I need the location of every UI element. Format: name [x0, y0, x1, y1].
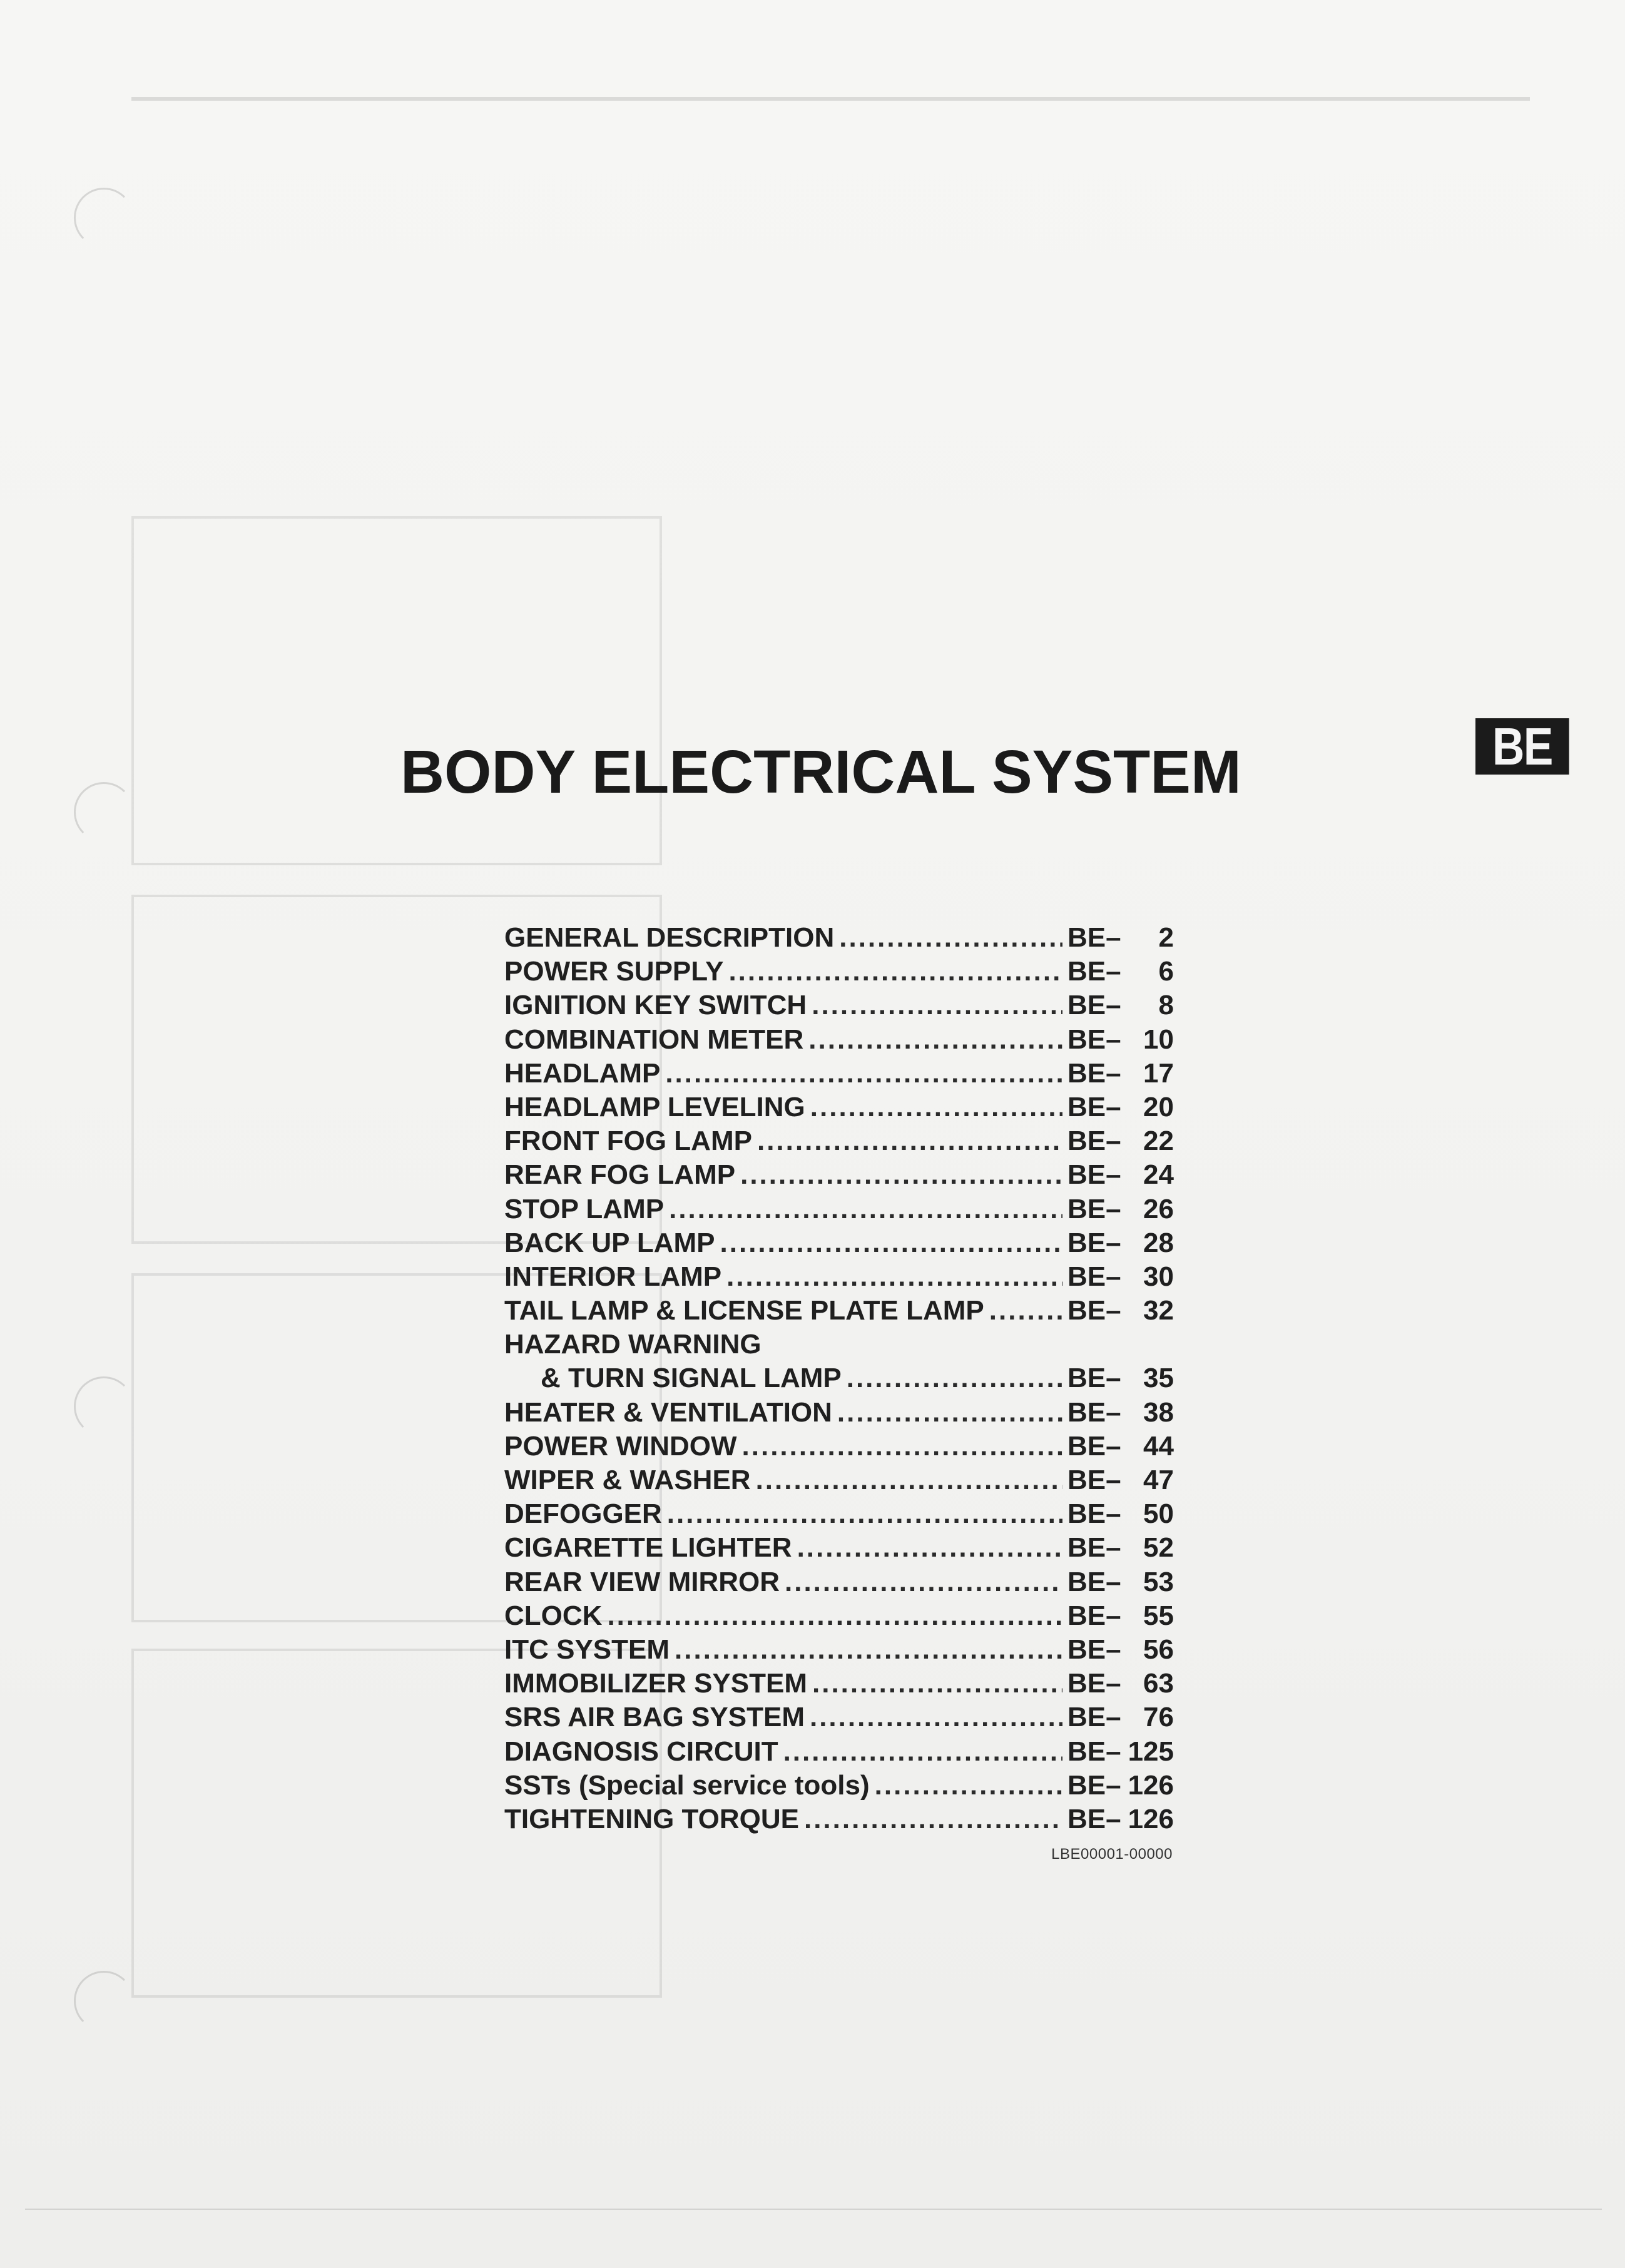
toc-page-ref — [1067, 1397, 1174, 1428]
toc-page-number: 6 — [1158, 956, 1174, 987]
toc-page-prefix: BE– — [1067, 956, 1121, 987]
toc-page-ref — [1067, 1600, 1174, 1632]
toc-entry-label: COMBINATION METER — [504, 1024, 804, 1055]
toc-entry-label: BACK UP LAMP — [504, 1227, 715, 1258]
toc-entry-label: DEFOGGER — [504, 1498, 662, 1530]
toc-page-prefix: BE– — [1067, 1126, 1121, 1157]
toc-entry-label: HEADLAMP LEVELING — [504, 1091, 805, 1122]
toc-page-number: 47 — [1143, 1465, 1174, 1495]
toc-page-number: 52 — [1143, 1532, 1174, 1564]
toc-page-ref — [1067, 1261, 1174, 1293]
punch-hole — [74, 1376, 134, 1437]
toc-dot-leader — [756, 1465, 1062, 1496]
toc-page-prefix: BE– — [1067, 1702, 1121, 1733]
toc-dot-leader — [810, 1092, 1062, 1123]
toc-page-ref — [1067, 1295, 1174, 1326]
toc-page-number: 22 — [1143, 1126, 1174, 1157]
toc-entry-label: POWER SUPPLY — [504, 956, 724, 987]
toc-entry-label: HEADLAMP — [504, 1057, 661, 1089]
toc-entry-label: HEATER & VENTILATION — [504, 1396, 832, 1428]
toc-page-ref — [1067, 1770, 1174, 1801]
toc-dot-leader — [728, 956, 1062, 987]
toc-entry — [504, 956, 1174, 990]
toc-page-number: 53 — [1143, 1566, 1174, 1597]
toc-page-ref — [1067, 1668, 1174, 1699]
bleed-figure-frame — [131, 516, 662, 865]
toc-entry-label: POWER WINDOW — [504, 1430, 737, 1462]
toc-dot-leader — [839, 922, 1062, 953]
toc-page-ref — [1067, 1702, 1174, 1733]
toc-dot-leader — [742, 1431, 1062, 1462]
document-code: LBE00001-00000 — [1051, 1846, 1173, 1863]
toc-page-number: 55 — [1143, 1600, 1174, 1631]
toc-page-ref — [1067, 922, 1174, 953]
toc-page-ref — [1067, 1431, 1174, 1462]
toc-dot-leader — [837, 1397, 1062, 1428]
toc-dot-leader — [804, 1804, 1062, 1835]
toc-page-number: 30 — [1143, 1261, 1174, 1292]
toc-entry-label: ITC SYSTEM — [504, 1634, 670, 1665]
page-title: BODY ELECTRICAL SYSTEM — [400, 738, 1241, 806]
toc-entry — [504, 1736, 1174, 1770]
toc-page-prefix: BE– — [1067, 1295, 1121, 1326]
toc-entry — [504, 1295, 1174, 1329]
toc-page-ref — [1067, 1465, 1174, 1496]
toc-page-number: 24 — [1143, 1159, 1174, 1191]
toc-page-ref — [1067, 1228, 1174, 1259]
toc-entry — [504, 1092, 1174, 1126]
toc-entry-label: HAZARD WARNING — [504, 1329, 762, 1360]
toc-page-prefix: BE– — [1067, 1498, 1121, 1530]
toc-entry-label: IGNITION KEY SWITCH — [504, 990, 807, 1021]
toc-entry — [504, 1567, 1174, 1600]
toc-entry-label: & TURN SIGNAL LAMP — [541, 1363, 842, 1394]
toc-entry — [504, 1228, 1174, 1261]
toc-entry — [504, 1465, 1174, 1498]
toc-entry-label: DIAGNOSIS CIRCUIT — [504, 1736, 778, 1767]
toc-entry — [504, 1194, 1174, 1228]
toc-dot-leader — [720, 1228, 1062, 1259]
toc-page-prefix: BE– — [1067, 1769, 1121, 1801]
toc-page-prefix: BE– — [1067, 1396, 1121, 1428]
toc-dot-leader — [669, 1194, 1062, 1225]
toc-dot-leader — [785, 1567, 1062, 1598]
toc-page-prefix: BE– — [1067, 1566, 1121, 1597]
toc-entry — [504, 1532, 1174, 1566]
toc-page-prefix: BE– — [1067, 1024, 1121, 1055]
toc-page-ref — [1067, 1159, 1174, 1191]
scan-edge-line — [25, 2209, 1602, 2210]
toc-entry — [504, 1770, 1174, 1804]
toc-entry — [504, 1634, 1174, 1668]
toc-entry-label: INTERIOR LAMP — [504, 1261, 722, 1292]
toc-page-prefix: BE– — [1067, 1057, 1121, 1089]
toc-page-prefix: BE– — [1067, 1465, 1121, 1495]
toc-dot-leader — [783, 1736, 1062, 1767]
toc-page-number: 38 — [1143, 1396, 1174, 1428]
toc-entry-label: STOP LAMP — [504, 1193, 665, 1224]
toc-page-number: 17 — [1143, 1057, 1174, 1089]
toc-page-ref — [1067, 1194, 1174, 1225]
toc-dot-leader — [726, 1261, 1062, 1293]
toc-page-number: 50 — [1143, 1498, 1174, 1530]
toc-entry-label: REAR VIEW MIRROR — [504, 1566, 780, 1597]
punch-hole — [74, 188, 134, 248]
toc-entry-label: TAIL LAMP & LICENSE PLATE LAMP — [504, 1295, 984, 1326]
table-of-contents — [504, 922, 1174, 1838]
toc-page-ref — [1067, 1736, 1174, 1767]
toc-entry-label: TIGHTENING TORQUE — [504, 1803, 799, 1834]
toc-page-prefix: BE– — [1067, 1736, 1121, 1767]
toc-dot-leader — [847, 1363, 1062, 1394]
toc-entry — [504, 1397, 1174, 1431]
toc-page-number: 32 — [1143, 1295, 1174, 1326]
toc-page-prefix: BE– — [1067, 1193, 1121, 1224]
toc-page-prefix: BE– — [1067, 990, 1121, 1021]
toc-dot-leader — [810, 1702, 1062, 1733]
toc-page-ref — [1067, 1058, 1174, 1089]
toc-page-number: 20 — [1143, 1091, 1174, 1122]
toc-page-number: 63 — [1143, 1668, 1174, 1699]
toc-page-number: 35 — [1143, 1363, 1174, 1394]
toc-entry — [504, 1261, 1174, 1295]
toc-page-ref — [1067, 1126, 1174, 1157]
toc-dot-leader — [989, 1295, 1062, 1326]
toc-entry-label: FRONT FOG LAMP — [504, 1126, 752, 1157]
toc-entry — [504, 990, 1174, 1024]
toc-page-number: 126 — [1128, 1769, 1174, 1801]
toc-page-number: 8 — [1158, 990, 1174, 1021]
toc-entry — [504, 1329, 1174, 1363]
toc-entry-label: WIPER & WASHER — [504, 1465, 751, 1495]
toc-page-ref — [1067, 1363, 1174, 1394]
toc-page-prefix: BE– — [1067, 1668, 1121, 1699]
toc-page-prefix: BE– — [1067, 1803, 1121, 1834]
punch-hole — [74, 782, 134, 842]
toc-page-ref — [1067, 1804, 1174, 1835]
toc-page-number: 126 — [1128, 1803, 1174, 1834]
toc-page-ref — [1067, 1567, 1174, 1598]
punch-hole — [74, 1971, 134, 2031]
toc-page-number: 10 — [1143, 1024, 1174, 1055]
toc-entry — [504, 1024, 1174, 1058]
toc-dot-leader — [875, 1770, 1062, 1801]
toc-page-number: 26 — [1143, 1193, 1174, 1224]
toc-entry-label: SSTs (Special service tools) — [504, 1769, 870, 1801]
toc-entry-label: GENERAL DESCRIPTION — [504, 922, 835, 953]
toc-page-prefix: BE– — [1067, 1430, 1121, 1462]
toc-entry — [504, 1058, 1174, 1092]
toc-page-ref — [1067, 1634, 1174, 1665]
toc-page-prefix: BE– — [1067, 1363, 1121, 1394]
toc-page-number: 56 — [1143, 1634, 1174, 1665]
toc-dot-leader — [675, 1634, 1062, 1665]
toc-page-prefix: BE– — [1067, 1600, 1121, 1631]
toc-page-number: 125 — [1128, 1736, 1174, 1767]
toc-entry — [504, 1600, 1174, 1634]
toc-dot-leader — [812, 1668, 1062, 1699]
toc-entry — [504, 1363, 1174, 1396]
toc-entry — [504, 1159, 1174, 1193]
toc-dot-leader — [757, 1126, 1062, 1157]
section-tab: BE — [1475, 718, 1569, 775]
toc-entry — [504, 1431, 1174, 1465]
toc-entry-label: IMMOBILIZER SYSTEM — [504, 1668, 807, 1699]
toc-page-prefix: BE– — [1067, 1091, 1121, 1122]
toc-page-number: 76 — [1143, 1702, 1174, 1733]
toc-page-number: 28 — [1143, 1227, 1174, 1258]
toc-entry — [504, 922, 1174, 956]
toc-page-prefix: BE– — [1067, 922, 1121, 953]
toc-page-prefix: BE– — [1067, 1261, 1121, 1292]
toc-page-number: 2 — [1158, 922, 1174, 953]
toc-page-ref — [1067, 1498, 1174, 1530]
toc-dot-leader — [607, 1600, 1062, 1632]
toc-entry — [504, 1804, 1174, 1838]
toc-entry-label: SRS AIR BAG SYSTEM — [504, 1702, 805, 1733]
bleed-header-rule — [131, 97, 1530, 101]
toc-entry-label: REAR FOG LAMP — [504, 1159, 736, 1191]
toc-page-prefix: BE– — [1067, 1159, 1121, 1191]
toc-dot-leader — [808, 1024, 1062, 1055]
toc-page-prefix: BE– — [1067, 1634, 1121, 1665]
toc-entry — [504, 1126, 1174, 1159]
toc-page-number: 44 — [1143, 1430, 1174, 1462]
toc-dot-leader — [667, 1498, 1062, 1530]
toc-entry-label: CLOCK — [504, 1600, 603, 1631]
toc-entry-label: CIGARETTE LIGHTER — [504, 1532, 792, 1564]
toc-page-prefix: BE– — [1067, 1532, 1121, 1564]
toc-page-ref — [1067, 1532, 1174, 1564]
toc-entry — [504, 1668, 1174, 1702]
toc-page-prefix: BE– — [1067, 1227, 1121, 1258]
toc-entry — [504, 1702, 1174, 1736]
toc-page-ref — [1067, 1024, 1174, 1055]
toc-page-ref — [1067, 1092, 1174, 1123]
toc-page-ref — [1067, 990, 1174, 1021]
toc-dot-leader — [812, 990, 1062, 1021]
toc-dot-leader — [665, 1058, 1062, 1089]
toc-page-ref — [1067, 956, 1174, 987]
toc-entry — [504, 1498, 1174, 1532]
toc-dot-leader — [740, 1159, 1062, 1191]
toc-dot-leader — [797, 1532, 1062, 1564]
